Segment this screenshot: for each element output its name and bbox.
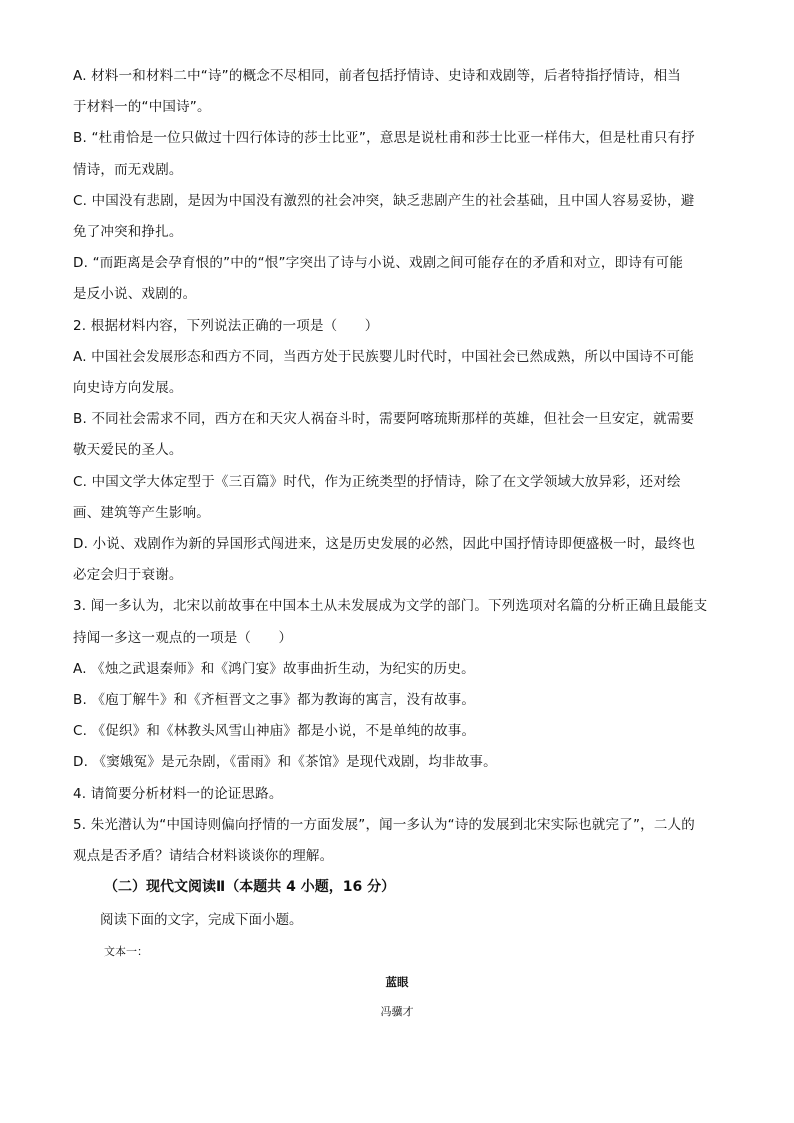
text-line: 4. 请简要分析材料一的论证思路。	[73, 786, 283, 802]
text-line: A. 中国社会发展形态和西方不同，当西方处于民族婴儿时代时，中国社会已然成熟，所以中国诗不可能	[73, 349, 694, 365]
text-line: 必定会归于衰谢。	[73, 567, 183, 583]
text-line: B. “杜甫恰是一位只做过十四行体诗的莎士比亚”，意思是说杜甫和莎士比亚一样伟大，但是杜甫只有抒	[73, 130, 695, 146]
text-line: D. “而距离是会孕育恨的”中的“恨”字突出了诗与小说、戏剧之间可能存在的矛盾和对立，即诗有可能	[73, 255, 684, 271]
text-line: B. 《庖丁解牛》和《齐桓晋文之事》都为教诲的寓言，没有故事。	[73, 692, 476, 708]
text-label: 文本一：	[104, 945, 148, 958]
text-line: 观点是否矛盾？请结合材料谈谈你的理解。	[73, 848, 334, 864]
story-author: 冯骥才	[380, 1005, 414, 1018]
text-line: A. 《烛之武退秦师》和《鸿门宴》故事曲折生动，为纪实的历史。	[73, 661, 475, 677]
text-line: 持闻一多这一观点的一项是（ ）	[73, 630, 293, 646]
text-line: 向史诗方向发展。	[73, 380, 183, 396]
text-line: 3. 闻一多认为，北宋以前故事在中国本土从未发展成为文学的部门。下列选项对名篇的分析正确且最能支	[73, 598, 708, 614]
instruction-text: 阅读下面的文字，完成下面小题。	[100, 912, 303, 928]
text-line: 是反小说、戏剧的。	[73, 286, 197, 302]
story-title: 蓝眼	[385, 975, 409, 989]
text-line: C. 中国没有悲剧，是因为中国没有激烈的社会冲突，缺乏悲剧产生的社会基础，且中国人容易妥协，避	[73, 193, 695, 209]
text-line: D. 小说、戏剧作为新的异国形式闯进来，这是历史发展的必然，因此中国抒情诗即便盛极一时，最终也	[73, 536, 696, 552]
text-line: 免了冲突和挣扎。	[73, 224, 183, 240]
text-line: A. 材料一和材料二中“诗”的概念不尽相同，前者包括抒情诗、史诗和戏剧等，后者特指抒情诗，相当	[73, 68, 681, 84]
text-line: C. 《促织》和《林教头风雪山神庙》都是小说，不是单纯的故事。	[73, 723, 476, 739]
text-line: B. 不同社会需求不同，西方在和天灾人祸奋斗时，需要阿喀琉斯那样的英雄，但社会一旦安定，就需要	[73, 411, 695, 427]
text-line: D. 《窦娥冤》是元杂剧，《雷雨》和《茶馆》是现代戏剧，均非故事。	[73, 754, 497, 770]
text-line: 5. 朱光潜认为“中国诗则偏向抒情的一方面发展”，闻一多认为“诗的发展到北宋实际也就完了”，二人的	[73, 817, 695, 833]
text-line: 2. 根据材料内容，下列说法正确的一项是（ ）	[73, 318, 379, 334]
text-line: 敬天爱民的圣人。	[73, 442, 183, 458]
text-line: 于材料一的“中国诗”。	[73, 99, 211, 115]
section-heading: （二）现代文阅读Ⅱ（本题共 4 小题，16 分）	[104, 879, 396, 895]
text-line: 情诗，而无戏剧。	[73, 162, 183, 178]
text-line: C. 中国文学大体定型于《三百篇》时代，作为正统类型的抒情诗，除了在文学领域大放异彩，还对绘	[73, 474, 681, 490]
text-line: 画、建筑等产生影响。	[73, 505, 210, 521]
